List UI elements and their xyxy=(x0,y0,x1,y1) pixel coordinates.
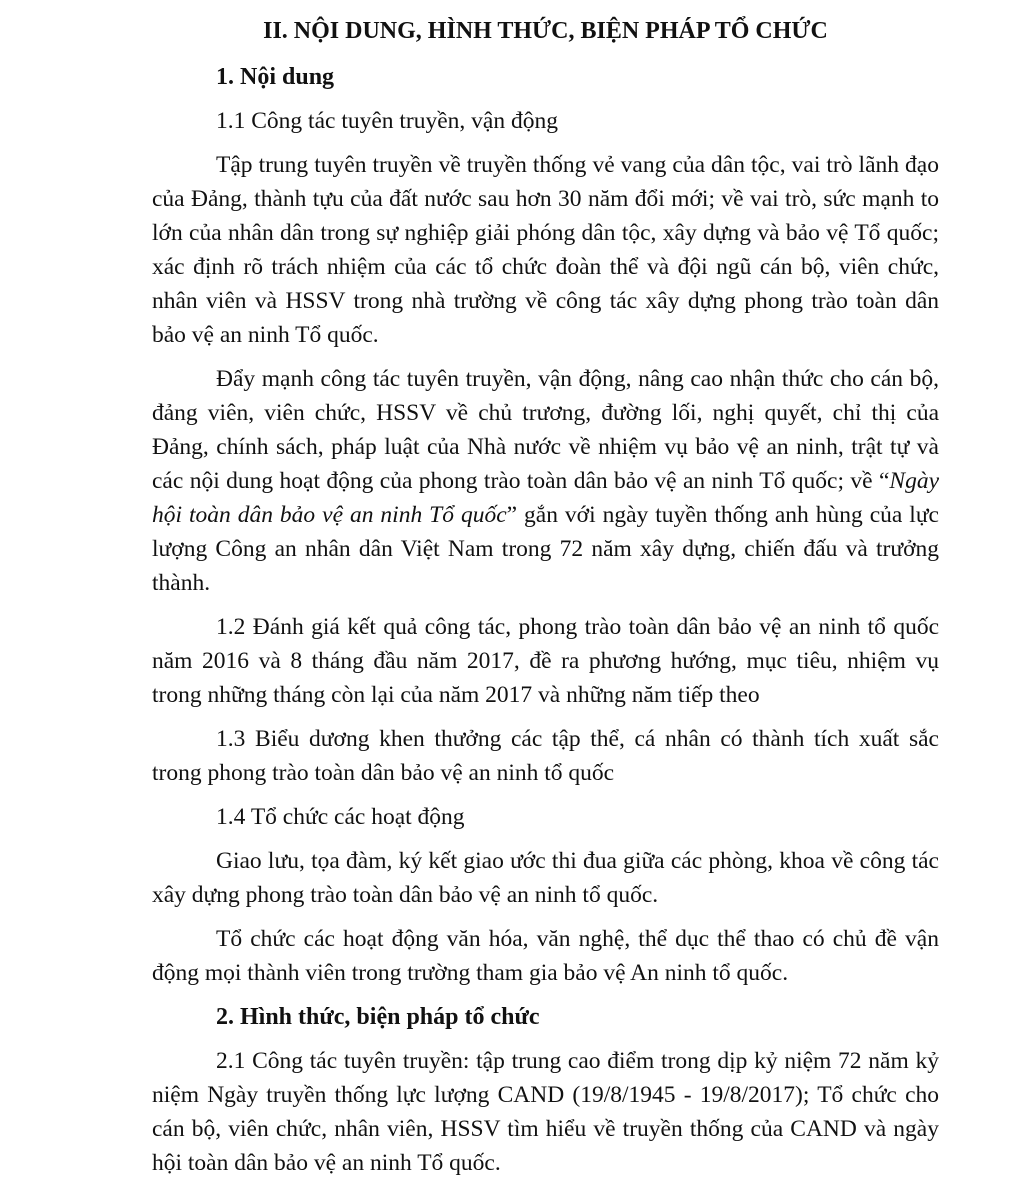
subheading-1-4: 1.4 Tổ chức các hoạt động xyxy=(216,804,465,830)
document-page xyxy=(152,14,939,1190)
heading-noi-dung: 1. Nội dung xyxy=(216,64,335,90)
paragraph-1-2: 1.2 Đánh giá kết quả công tác, phong trào toàn dân bảo vệ an ninh tổ quốc năm 2016 và 8 tháng đầu năm 2017, đề ra phương hướng, mục tiêu, nhiệm vụ trong những tháng còn lại của năm 2017 và những năm tiếp theo xyxy=(152,614,939,708)
heading-hinh-thuc: 2. Hình thức, biện pháp tổ chức xyxy=(216,1004,540,1030)
paragraph-1-3: 1.3 Biểu dương khen thưởng các tập thể, cá nhân có thành tích xuất sắc trong phong trào toàn dân bảo vệ an ninh tổ quốc xyxy=(152,726,939,786)
paragraph-awareness-start: Đẩy mạnh công tác tuyên truyền, vận động, nâng cao nhận thức cho cán bộ, đảng viên, viên chức, HSSV về chủ trương, đường lối, nghị quyết, chỉ thị của Đảng, chính sách, pháp luật của Nhà nước về nhiệm vụ bảo vệ an ninh, trật tự và các nội dung hoạt động của phong trào toàn dân bảo vệ an ninh Tổ quốc; về “ xyxy=(152,366,939,494)
paragraph-2-1: 2.1 Công tác tuyên truyền: tập trung cao điểm trong dịp kỷ niệm 72 năm kỷ niệm Ngày truyền thống lực lượng CAND (19/8/1945 - 19/8/2017); Tổ chức cho cán bộ, viên chức, nhân viên, HSSV tìm hiểu về truyền thống của CAND và ngày hội toàn dân bảo vệ an ninh Tổ quốc. xyxy=(152,1048,939,1176)
paragraph-awareness xyxy=(152,362,939,600)
paragraph-awareness-end: ” gắn với ngày tuyền thống anh hùng của lực lượng Công an nhân dân Việt Nam trong 72 năm xây dựng, chiến đấu và trưởng thành. xyxy=(152,502,939,596)
section-title: II. NỘI DUNG, HÌNH THỨC, BIỆN PHÁP TỔ CHỨC xyxy=(263,18,828,44)
festival-name: Ngày hội toàn dân bảo vệ an ninh Tổ quốc xyxy=(152,468,939,528)
subheading-1-1: 1.1 Công tác tuyên truyền, vận động xyxy=(216,108,558,134)
paragraph-propaganda: Tập trung tuyên truyền về truyền thống vẻ vang của dân tộc, vai trò lãnh đạo của Đảng, thành tựu của đất nước sau hơn 30 năm đổi mới; về vai trò, sức mạnh to lớn của nhân dân trong sự nghiệp giải phóng dân tộc, xây dựng và bảo vệ Tổ quốc; xác định rõ trách nhiệm của các tổ chức đoàn thể và đội ngũ cán bộ, viên chức, nhân viên và HSSV trong nhà trường về công tác xây dựng phong trào toàn dân bảo vệ an ninh Tổ quốc. xyxy=(152,152,939,348)
paragraph-activities: Tổ chức các hoạt động văn hóa, văn nghệ, thể dục thể thao có chủ đề vận động mọi thành viên trong trường tham gia bảo vệ An ninh tổ quốc. xyxy=(152,926,939,986)
paragraph-exchange: Giao lưu, tọa đàm, ký kết giao ước thi đua giữa các phòng, khoa về công tác xây dựng phong trào toàn dân bảo vệ an ninh tổ quốc. xyxy=(152,848,939,908)
